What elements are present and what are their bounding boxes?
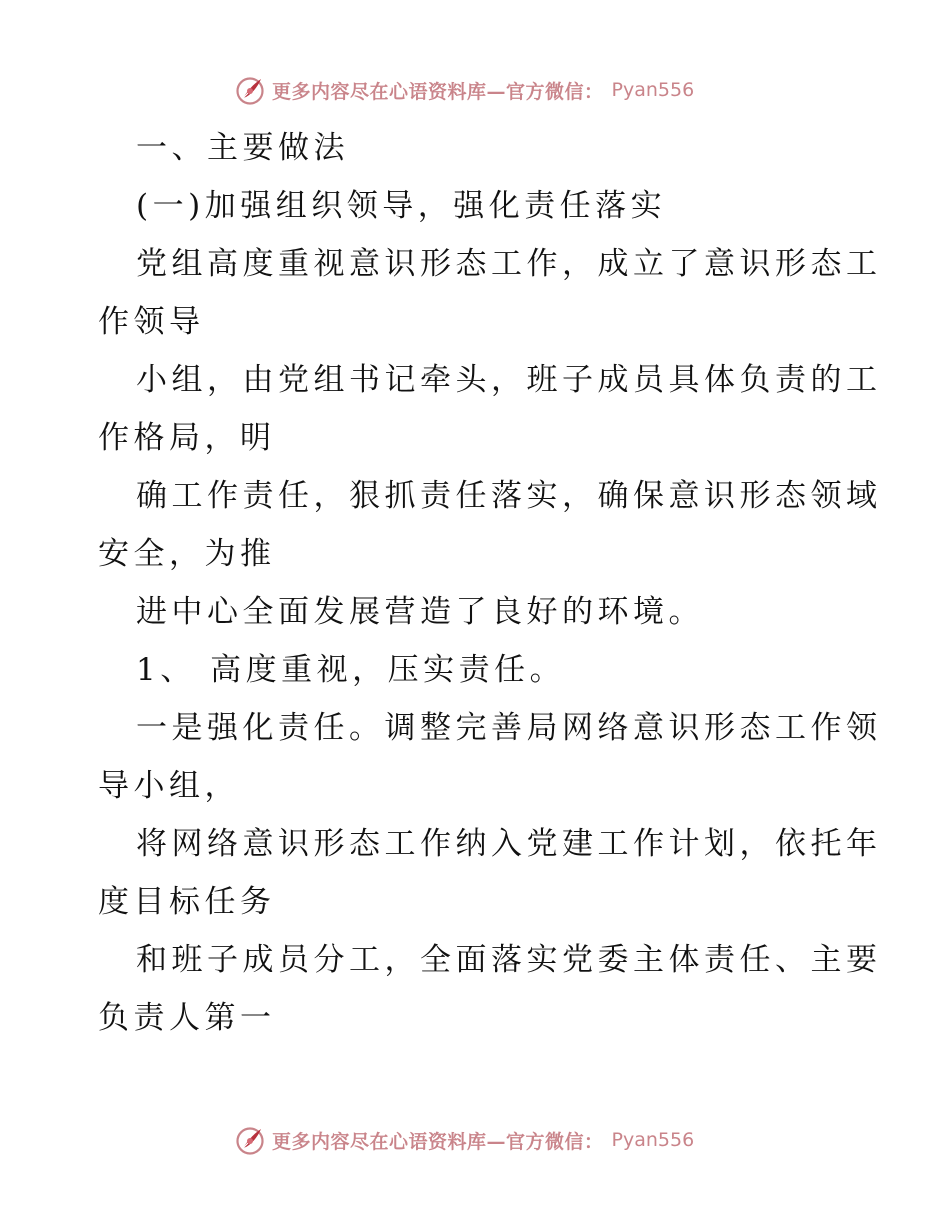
- watermark-cn-text: 更多内容尽在心语资料库—官方微信：: [272, 80, 604, 103]
- header-watermark: [234, 72, 694, 108]
- numbered-heading: 1、 高度重视，压实责任。: [136, 652, 566, 688]
- paragraph-line: 负责人第一: [98, 1000, 276, 1036]
- paragraph-line: 确工作责任，狠抓责任落实，确保意识形态领域: [136, 478, 882, 514]
- paragraph-line: 作格局，明: [98, 420, 276, 456]
- paragraph-line: 和班子成员分工，全面落实党委主体责任、主要: [136, 942, 882, 978]
- section-heading: 一、主要做法: [136, 130, 349, 166]
- quill-logo-icon: [234, 74, 266, 106]
- paragraph-line: 将网络意识形态工作纳入党建工作计划，依托年: [136, 826, 882, 862]
- watermark-en-text: Pyan556: [611, 1129, 695, 1151]
- paragraph-line: 小组，由党组书记牵头，班子成员具体负责的工: [136, 362, 882, 398]
- paragraph-line: 作领导: [98, 304, 205, 340]
- paragraph-line: 一是强化责任。调整完善局网络意识形态工作领: [136, 710, 882, 746]
- paragraph-line: 度目标任务: [98, 884, 276, 920]
- watermark-cn-text: 更多内容尽在心语资料库—官方微信：: [272, 1130, 604, 1153]
- paragraph-line: 安全，为推: [98, 536, 276, 572]
- footer-watermark: [234, 1122, 694, 1158]
- paragraph-line: 导小组，: [98, 768, 240, 804]
- paragraph-line: 进中心全面发展营造了良好的环境。: [136, 594, 704, 630]
- watermark-en-text: Pyan556: [611, 79, 695, 101]
- paragraph-line: 党组高度重视意识形态工作，成立了意识形态工: [136, 246, 882, 282]
- subsection-heading: (一)加强组织领导，强化责任落实: [136, 188, 667, 224]
- quill-logo-icon: [234, 1124, 266, 1156]
